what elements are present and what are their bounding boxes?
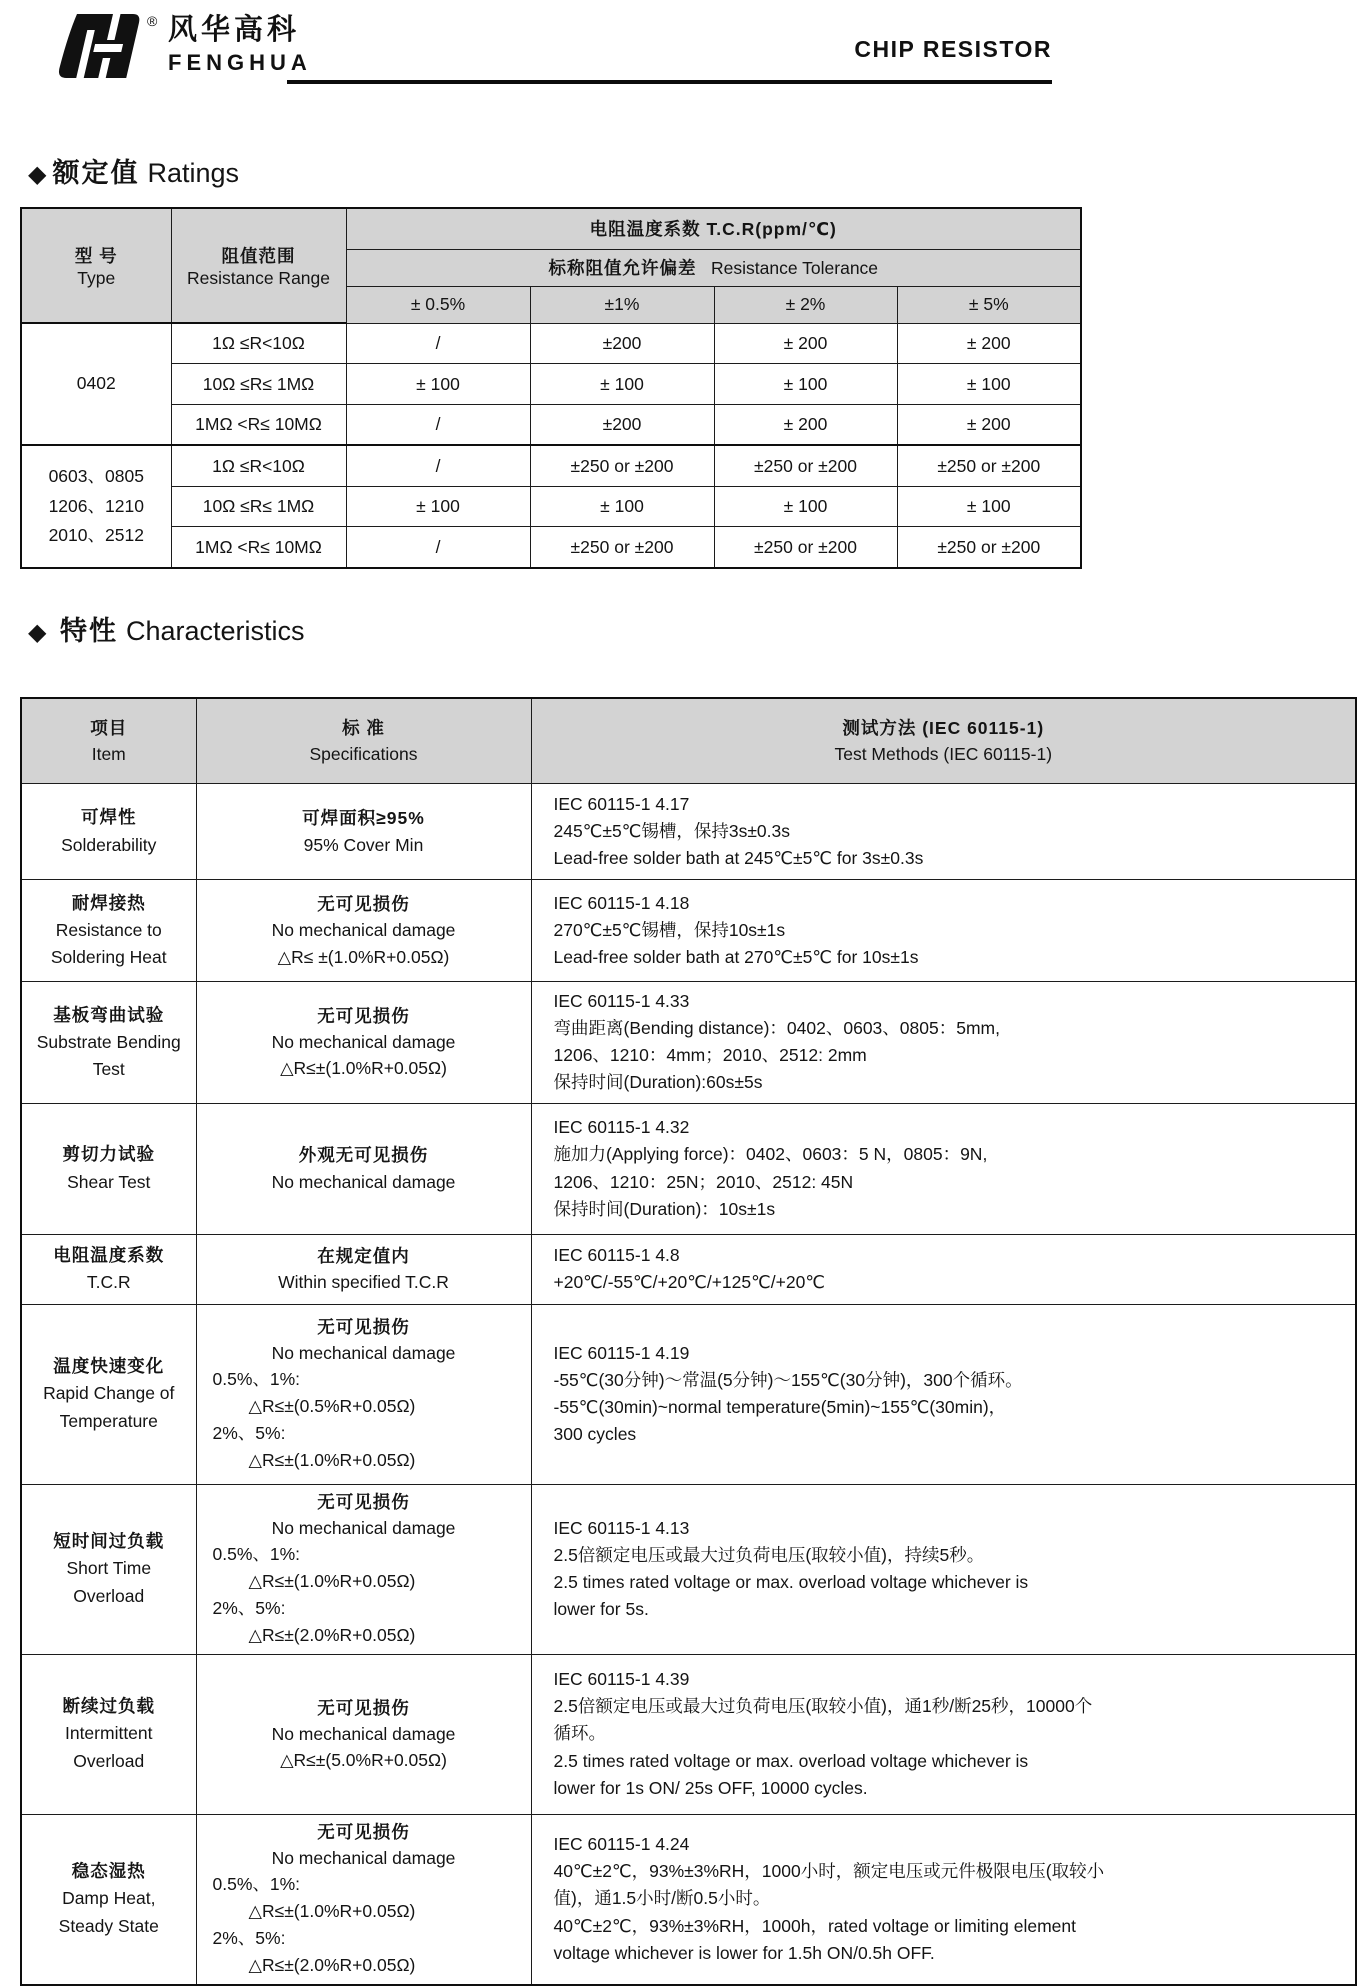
tcr-value-cell: / — [346, 323, 530, 364]
tcr-value-cell: / — [346, 445, 530, 486]
spec-line: 无可见损伤 — [317, 1005, 410, 1026]
test-method-line: 2.5 times rated voltage or max. overload voltage whichever is — [553, 1750, 1029, 1771]
col-header-item: 项目 Item — [21, 698, 196, 784]
test-method-cell — [531, 784, 1356, 880]
tcr-value-cell: ± 100 — [346, 364, 530, 405]
col-header-test-methods: 测试方法 (IEC 60115-1) Test Methods (IEC 60115-1) — [531, 698, 1356, 784]
characteristics-row — [21, 1484, 1356, 1654]
test-method-line: IEC 60115-1 4.33 — [553, 991, 690, 1011]
test-method-line: 40℃±2℃，93%±3%RH，1000h，rated voltage or limiting element — [553, 1915, 1077, 1936]
spec-line: 0.5%、1%: — [212, 1369, 301, 1389]
spec-line: No mechanical damage — [271, 1517, 456, 1538]
test-method-line: 值)，通1.5小时/断0.5小时。 — [553, 1888, 771, 1909]
spec-line: △R≤±(2.0%R+0.05Ω) — [248, 1625, 416, 1646]
test-method-line: IEC 60115-1 4.19 — [553, 1342, 690, 1363]
tcr-value-cell: ± 100 — [714, 364, 897, 405]
item-cell — [21, 1654, 196, 1814]
spec-line: 0.5%、1%: — [212, 1874, 301, 1894]
ratings-row — [21, 405, 1081, 446]
type-cell — [21, 445, 171, 567]
tcr-value-cell: ±250 or ±200 — [530, 527, 714, 568]
test-method-line: 保持时间(Duration)：10s±1s — [553, 1198, 776, 1219]
spec-line: △R≤±(5.0%R+0.05Ω) — [280, 1750, 447, 1771]
characteristics-row — [21, 1654, 1356, 1814]
item-line: Resistance to — [55, 919, 162, 940]
test-method-line: +20℃/-55℃/+20℃/+125℃/+20℃ — [553, 1272, 825, 1292]
test-method-line: IEC 60115-1 4.24 — [553, 1834, 690, 1855]
characteristics-row — [21, 1103, 1356, 1234]
item-line: 稳态湿热 — [71, 1861, 146, 1882]
ratings-row — [21, 364, 1081, 405]
test-method-line: 保持时间(Duration):60s±5s — [553, 1072, 763, 1093]
ratings-section-heading — [28, 160, 239, 187]
test-method-line: 40℃±2℃，93%±3%RH，1000小时，额定电压或元件极限电压(取较小 — [553, 1861, 1105, 1882]
header-rule — [287, 80, 1052, 84]
tcr-value-cell: / — [346, 527, 530, 568]
diamond-bullet-icon: ◆ — [28, 619, 47, 646]
characteristics-section-heading — [28, 618, 305, 645]
specification-cell — [196, 1234, 531, 1304]
spec-line: 无可见损伤 — [317, 1316, 410, 1337]
test-method-cell — [531, 1103, 1356, 1234]
tcr-value-cell: ±200 — [530, 323, 714, 364]
type-value: 0603、0805 — [48, 465, 144, 486]
test-method-cell — [531, 1304, 1356, 1484]
registered-mark: ® — [147, 13, 158, 29]
spec-line: 2%、5%: — [212, 1928, 286, 1949]
item-line: 断续过负载 — [62, 1696, 155, 1717]
specification-cell — [196, 982, 531, 1104]
brand-name-en: FENGHUA — [168, 50, 312, 75]
item-cell — [21, 784, 196, 880]
tcr-value-cell: ± 100 — [530, 486, 714, 527]
specification-cell — [196, 1304, 531, 1484]
test-method-line: -55℃(30min)~normal temperature(5min)~155℃(30min)， — [553, 1397, 1007, 1417]
spec-line: 外观无可见损伤 — [298, 1145, 429, 1166]
spec-line: 0.5%、1%: — [212, 1544, 301, 1564]
test-method-line: 300 cycles — [553, 1424, 637, 1445]
item-line: Steady State — [58, 1915, 159, 1936]
test-method-cell — [531, 880, 1356, 982]
tolerance-col-header: ±1% — [530, 286, 714, 323]
resistance-range-cell: 10Ω ≤R≤ 1MΩ — [171, 486, 346, 527]
type-value: 2010、2512 — [48, 525, 144, 546]
spec-line: △R≤±(1.0%R+0.05Ω) — [248, 1901, 416, 1922]
item-line: Short Time — [66, 1558, 152, 1579]
test-method-line: 245℃±5℃锡槽，保持3s±0.3s — [553, 820, 791, 841]
tcr-value-cell: ±200 — [530, 405, 714, 446]
item-cell — [21, 1814, 196, 1985]
tcr-value-cell: ± 200 — [714, 405, 897, 446]
tcr-value-cell: ± 100 — [897, 364, 1081, 405]
ratings-heading-en: Ratings — [147, 158, 240, 188]
item-line: Soldering Heat — [50, 947, 167, 968]
specification-cell — [196, 1654, 531, 1814]
item-line: Shear Test — [67, 1171, 151, 1192]
tcr-value-cell: / — [346, 405, 530, 446]
item-cell — [21, 1103, 196, 1234]
tcr-value-cell: ± 200 — [714, 323, 897, 364]
type-value: 1206、1210 — [48, 495, 144, 516]
resistance-range-cell: 1Ω ≤R<10Ω — [171, 445, 346, 486]
tcr-value-cell: ± 100 — [530, 364, 714, 405]
tolerance-col-header: ± 2% — [714, 286, 897, 323]
test-method-line: Lead-free solder bath at 270℃±5℃ for 10s±1s — [553, 947, 919, 968]
resistance-range-cell: 1MΩ <R≤ 10MΩ — [171, 405, 346, 446]
tolerance-col-header: ± 0.5% — [346, 286, 530, 323]
spec-line: 无可见损伤 — [317, 894, 410, 915]
page-title: CHIP RESISTOR — [854, 36, 1052, 62]
test-method-cell — [531, 1234, 1356, 1304]
tcr-value-cell: ±250 or ±200 — [530, 445, 714, 486]
characteristics-row — [21, 1814, 1356, 1985]
characteristics-row — [21, 982, 1356, 1104]
characteristics-table — [20, 697, 1357, 1986]
tcr-value-cell: ± 100 — [897, 486, 1081, 527]
spec-line: △R≤±(1.0%R+0.05Ω) — [248, 1450, 416, 1471]
item-cell — [21, 1304, 196, 1484]
spec-line: 无可见损伤 — [317, 1821, 410, 1842]
tcr-value-cell: ± 100 — [346, 486, 530, 527]
item-line: Test — [92, 1058, 125, 1079]
ratings-heading-cn: 额定值 — [52, 158, 140, 188]
characteristics-row — [21, 1234, 1356, 1304]
test-method-line: IEC 60115-1 4.32 — [553, 1117, 690, 1138]
test-method-line: 1206、1210：25N；2010、2512: 45N — [553, 1171, 854, 1192]
item-line: Temperature — [59, 1410, 158, 1431]
characteristics-row — [21, 1304, 1356, 1484]
test-method-line: Lead-free solder bath at 245℃±5℃ for 3s±0.3s — [553, 848, 924, 869]
spec-line: 95% Cover Min — [303, 834, 424, 855]
spec-line: △R≤ ±(1.0%R+0.05Ω) — [277, 946, 450, 967]
resistance-range-cell: 10Ω ≤R≤ 1MΩ — [171, 364, 346, 405]
test-method-cell — [531, 1654, 1356, 1814]
item-line: 剪切力试验 — [62, 1144, 155, 1165]
test-method-line: IEC 60115-1 4.18 — [553, 892, 690, 913]
item-line: 电阻温度系数 — [53, 1244, 165, 1265]
page-header — [0, 0, 1367, 100]
test-method-line: 2.5倍额定电压或最大过负荷电压(取较小值)，持续5秒。 — [553, 1544, 985, 1565]
spec-line: △R≤±(1.0%R+0.05Ω) — [280, 1058, 447, 1079]
test-method-cell — [531, 982, 1356, 1104]
item-cell — [21, 1234, 196, 1304]
specification-cell — [196, 1103, 531, 1234]
test-method-line: 循环。 — [553, 1723, 606, 1744]
tcr-value-cell: ±250 or ±200 — [714, 445, 897, 486]
test-method-line: 弯曲距离(Bending distance)：0402、0603、0805：5mm, — [553, 1018, 1000, 1039]
item-cell — [21, 1484, 196, 1654]
item-line: 可焊性 — [81, 807, 137, 828]
test-method-cell — [531, 1484, 1356, 1654]
item-line: 温度快速变化 — [53, 1356, 165, 1377]
item-cell — [21, 982, 196, 1104]
item-cell — [21, 880, 196, 982]
item-line: Substrate Bending — [36, 1031, 181, 1052]
test-method-line: lower for 5s. — [553, 1599, 649, 1620]
col-header-type: 型 号 Type — [21, 208, 171, 323]
spec-line: 2%、5%: — [212, 1423, 286, 1444]
characteristics-heading-en: Characteristics — [125, 616, 305, 646]
characteristics-heading-cn: 特性 — [59, 616, 118, 646]
test-method-line: 2.5倍额定电压或最大过负荷电压(取较小值)，通1秒/断25秒，10000个 — [553, 1696, 1093, 1717]
ratings-row — [21, 486, 1081, 527]
specification-cell — [196, 1484, 531, 1654]
test-method-line: 1206、1210：4mm；2010、2512: 2mm — [553, 1045, 867, 1066]
resistance-range-cell: 1MΩ <R≤ 10MΩ — [171, 527, 346, 568]
item-line: Rapid Change of — [43, 1383, 175, 1404]
item-line: Damp Heat, — [62, 1888, 156, 1909]
spec-line: △R≤±(1.0%R+0.05Ω) — [248, 1571, 416, 1592]
item-line: Intermittent — [64, 1723, 153, 1744]
item-line: 基板弯曲试验 — [53, 1004, 165, 1025]
ratings-row — [21, 527, 1081, 568]
resistance-range-cell: 1Ω ≤R<10Ω — [171, 323, 346, 364]
item-line: 耐焊接热 — [71, 892, 146, 913]
spec-line: 在规定值内 — [317, 1245, 410, 1266]
test-method-line: lower for 1s ON/ 25s OFF, 10000 cycles. — [553, 1777, 868, 1798]
item-line: Overload — [73, 1585, 145, 1606]
tcr-value-cell: ±250 or ±200 — [897, 445, 1081, 486]
diamond-bullet-icon: ◆ — [28, 161, 47, 188]
fenghua-logo-icon — [55, 12, 163, 87]
specification-cell — [196, 1814, 531, 1985]
brand-block — [168, 16, 312, 74]
col-header-specifications: 标 准 Specifications — [196, 698, 531, 784]
spec-line: No mechanical damage — [271, 1171, 456, 1192]
tcr-value-cell: ± 100 — [714, 486, 897, 527]
test-method-line: IEC 60115-1 4.39 — [553, 1669, 690, 1690]
spec-line: △R≤±(0.5%R+0.05Ω) — [248, 1396, 416, 1417]
spec-line: No mechanical damage — [271, 1032, 456, 1053]
test-method-line: IEC 60115-1 4.17 — [553, 793, 690, 814]
ratings-row — [21, 445, 1081, 486]
ratings-table — [20, 207, 1082, 569]
test-method-line: IEC 60115-1 4.13 — [553, 1517, 690, 1538]
tcr-value-cell: ±250 or ±200 — [714, 527, 897, 568]
item-line: Overload — [73, 1750, 145, 1771]
type-value: 0402 — [76, 373, 116, 394]
tcr-value-cell: ±250 or ±200 — [897, 527, 1081, 568]
item-line: T.C.R — [86, 1272, 131, 1292]
col-header-tcr: 电阻温度系数 T.C.R(ppm/℃) — [346, 208, 1081, 249]
col-header-tolerance: 标称阻值允许偏差 Resistance Tolerance — [346, 249, 1081, 286]
characteristics-row — [21, 784, 1356, 880]
test-method-line: -55℃(30分钟)～常温(5分钟)～155℃(30分钟)，300个循环。 — [553, 1369, 1023, 1390]
characteristics-row — [21, 880, 1356, 982]
spec-line: △R≤±(2.0%R+0.05Ω) — [248, 1955, 416, 1976]
test-method-line: 施加力(Applying force)：0402、0603：5 N，0805：9N, — [553, 1144, 988, 1165]
spec-line: 无可见损伤 — [317, 1491, 410, 1512]
spec-line: 可焊面积≥95% — [302, 808, 425, 829]
test-method-cell — [531, 1814, 1356, 1985]
ratings-row — [21, 323, 1081, 364]
specification-cell — [196, 880, 531, 982]
tcr-value-cell: ± 200 — [897, 405, 1081, 446]
tolerance-col-header: ± 5% — [897, 286, 1081, 323]
test-method-line: 2.5 times rated voltage or max. overload voltage whichever is — [553, 1572, 1029, 1592]
test-method-line: 270℃±5℃锡槽，保持10s±1s — [553, 919, 786, 940]
spec-line: Within specified T.C.R — [278, 1272, 449, 1292]
specification-cell — [196, 784, 531, 880]
spec-line: 2%、5%: — [212, 1598, 286, 1619]
spec-line: No mechanical damage — [271, 1723, 456, 1744]
type-cell — [21, 323, 171, 445]
spec-line: No mechanical damage — [271, 1847, 456, 1868]
spec-line: 无可见损伤 — [317, 1697, 410, 1718]
item-line: 短时间过负载 — [53, 1531, 165, 1552]
spec-line: No mechanical damage — [271, 1342, 456, 1363]
item-line: Solderability — [61, 834, 157, 855]
test-method-line: IEC 60115-1 4.8 — [553, 1244, 680, 1265]
col-header-resistance-range: 阻值范围 Resistance Range — [171, 208, 346, 323]
test-method-line: voltage whichever is lower for 1.5h ON/0.5h OFF. — [553, 1942, 935, 1963]
brand-name-cn: 风华高科 — [168, 14, 301, 46]
spec-line: No mechanical damage — [271, 920, 456, 941]
tcr-value-cell: ± 200 — [897, 323, 1081, 364]
